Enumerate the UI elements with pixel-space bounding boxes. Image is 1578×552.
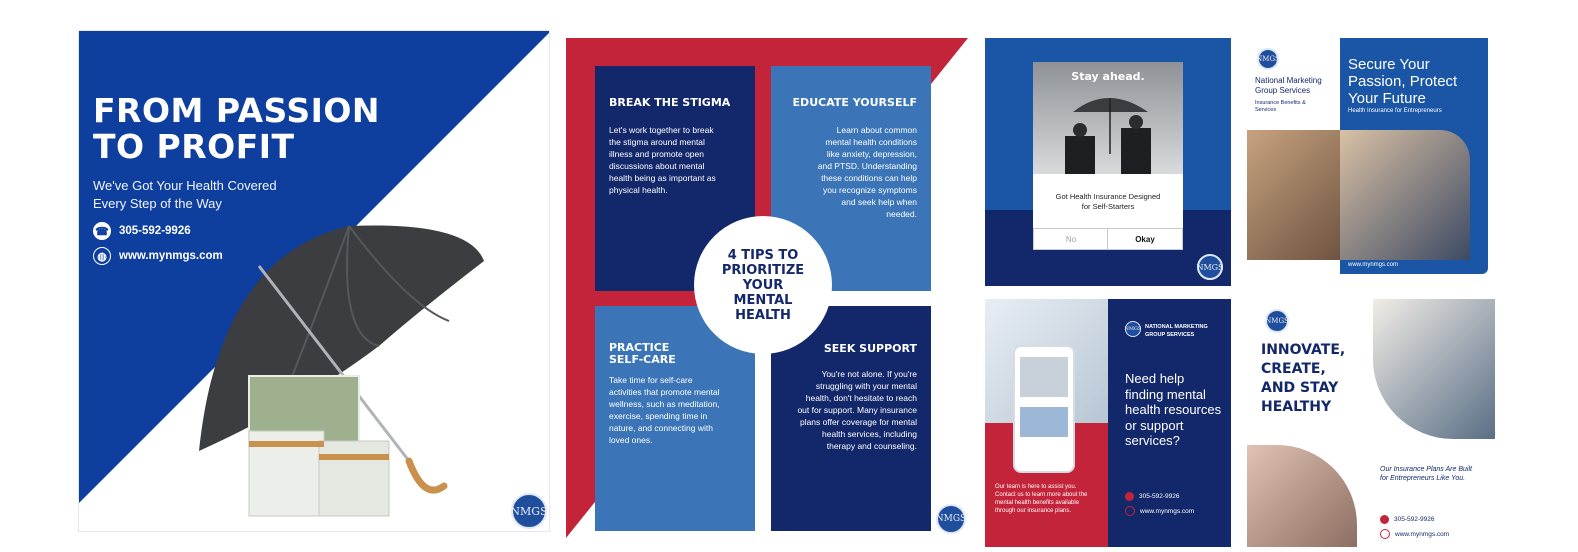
panel4-website: www.mynmgs.com <box>1348 262 1399 268</box>
panel1-phone: ☎ 305-592-9926 <box>93 222 191 240</box>
panel1-subtitle: We've Got Your Health Covered Every Step of the Way <box>93 178 277 211</box>
phone-screen-card <box>1020 407 1068 437</box>
panel5-phone: 305-592-9926 <box>1125 492 1179 501</box>
dialog-card <box>1033 62 1183 248</box>
panel6-headline: INNOVATE, CREATE, AND STAY HEALTHY <box>1261 342 1346 415</box>
phone-screen-image <box>1020 357 1068 397</box>
nmgs-logo: NMGS <box>936 504 966 534</box>
social-card-stay-ahead <box>985 38 1231 286</box>
panel4-subhead: Health Insurance for Entrepreneurs <box>1348 108 1442 114</box>
dialog-message: Got Health Insurance Designed for Self-Starters <box>1055 192 1161 211</box>
tip-body: You're not alone. If you're struggling with your mental health, don't hesitate to reach out for support. Many insurance plans offer coverage for mental health services, including therapy and counseling. <box>797 369 917 451</box>
panel5-company: NATIONAL MARKETING GROUP SERVICES <box>1145 324 1208 338</box>
panel5-body: Our team is here to assist you. Contact us to learn more about the mental health benefits available through our insurance plans. <box>995 484 1088 514</box>
umbrella-money-illustration <box>179 216 499 526</box>
family-photo <box>1340 130 1470 260</box>
social-card-mental-resources <box>985 299 1231 547</box>
panel5-headline: Need help finding mental health resources or support services? <box>1125 371 1222 448</box>
panel4-headline: Secure Your Passion, Protect Your Future <box>1348 56 1458 107</box>
okay-button[interactable]: Okay <box>1107 228 1183 250</box>
social-card-innovate <box>1247 299 1495 547</box>
company-tagline: Insurance Benefits & Services <box>1255 100 1306 113</box>
nmgs-logo: NMGS <box>511 493 547 529</box>
stay-ahead-headline: Stay ahead. <box>1071 70 1145 83</box>
nmgs-logo: NMGS <box>1197 254 1223 280</box>
workspace-photo <box>1373 299 1495 439</box>
phone-icon: ☎ <box>93 222 111 240</box>
panel6-tagline: Our Insurance Plans Are Built for Entrepreneurs Like You. <box>1380 466 1472 482</box>
phone-mockup <box>1013 345 1075 473</box>
entrepreneur-photo <box>1247 130 1340 260</box>
panel1-website: ◍ www.mynmgs.com <box>93 247 223 265</box>
globe-icon <box>1125 506 1135 516</box>
umbrella-handshake-photo <box>1053 84 1163 174</box>
no-button[interactable]: No <box>1033 228 1109 250</box>
globe-icon: ◍ <box>93 247 111 265</box>
tip-heading: BREAK THE STIGMA <box>609 96 731 109</box>
panel6-phone: 305-592-9926 <box>1380 515 1434 524</box>
tip-body: Take time for self-care activities that promote mental wellness, such as meditation, exercise, spending time in nature, and connecting with loved ones. <box>609 375 720 445</box>
crafting-photo <box>1247 445 1357 547</box>
panel5-website: www.mynmgs.com <box>1125 506 1194 516</box>
tip-body: Learn about common mental health conditions like anxiety, depression, and PTSD. Understanding these conditions can help you recognize symptoms and seek help when needed. <box>817 125 917 219</box>
nmgs-logo: NMGS <box>1265 309 1289 333</box>
globe-icon <box>1380 529 1390 539</box>
nmgs-logo: NMGS <box>1125 321 1141 337</box>
social-card-from-passion <box>78 30 550 532</box>
tip-heading: EDUCATE YOURSELF <box>792 96 917 109</box>
social-card-mental-health-tips <box>566 38 968 538</box>
panel6-website: www.mynmgs.com <box>1380 529 1449 539</box>
company-name: National Marketing Group Services <box>1255 76 1322 95</box>
tip-body: Let's work together to break the stigma around mental illness and promote open discussions about mental health being as important as physical health. <box>609 125 716 195</box>
phone-icon <box>1380 515 1389 524</box>
tip-heading: SEEK SUPPORT <box>823 342 917 355</box>
tip-heading: PRACTICE SELF-CARE <box>609 341 676 366</box>
nmgs-logo: NMGS <box>1257 48 1279 70</box>
phone-icon <box>1125 492 1134 501</box>
panel1-title: FROM PASSION TO PROFIT <box>93 91 381 166</box>
center-title-circle <box>694 216 832 354</box>
center-title: 4 TIPS TO PRIORITIZE YOUR MENTAL HEALTH <box>721 247 805 323</box>
social-card-secure-passion <box>1247 38 1495 286</box>
